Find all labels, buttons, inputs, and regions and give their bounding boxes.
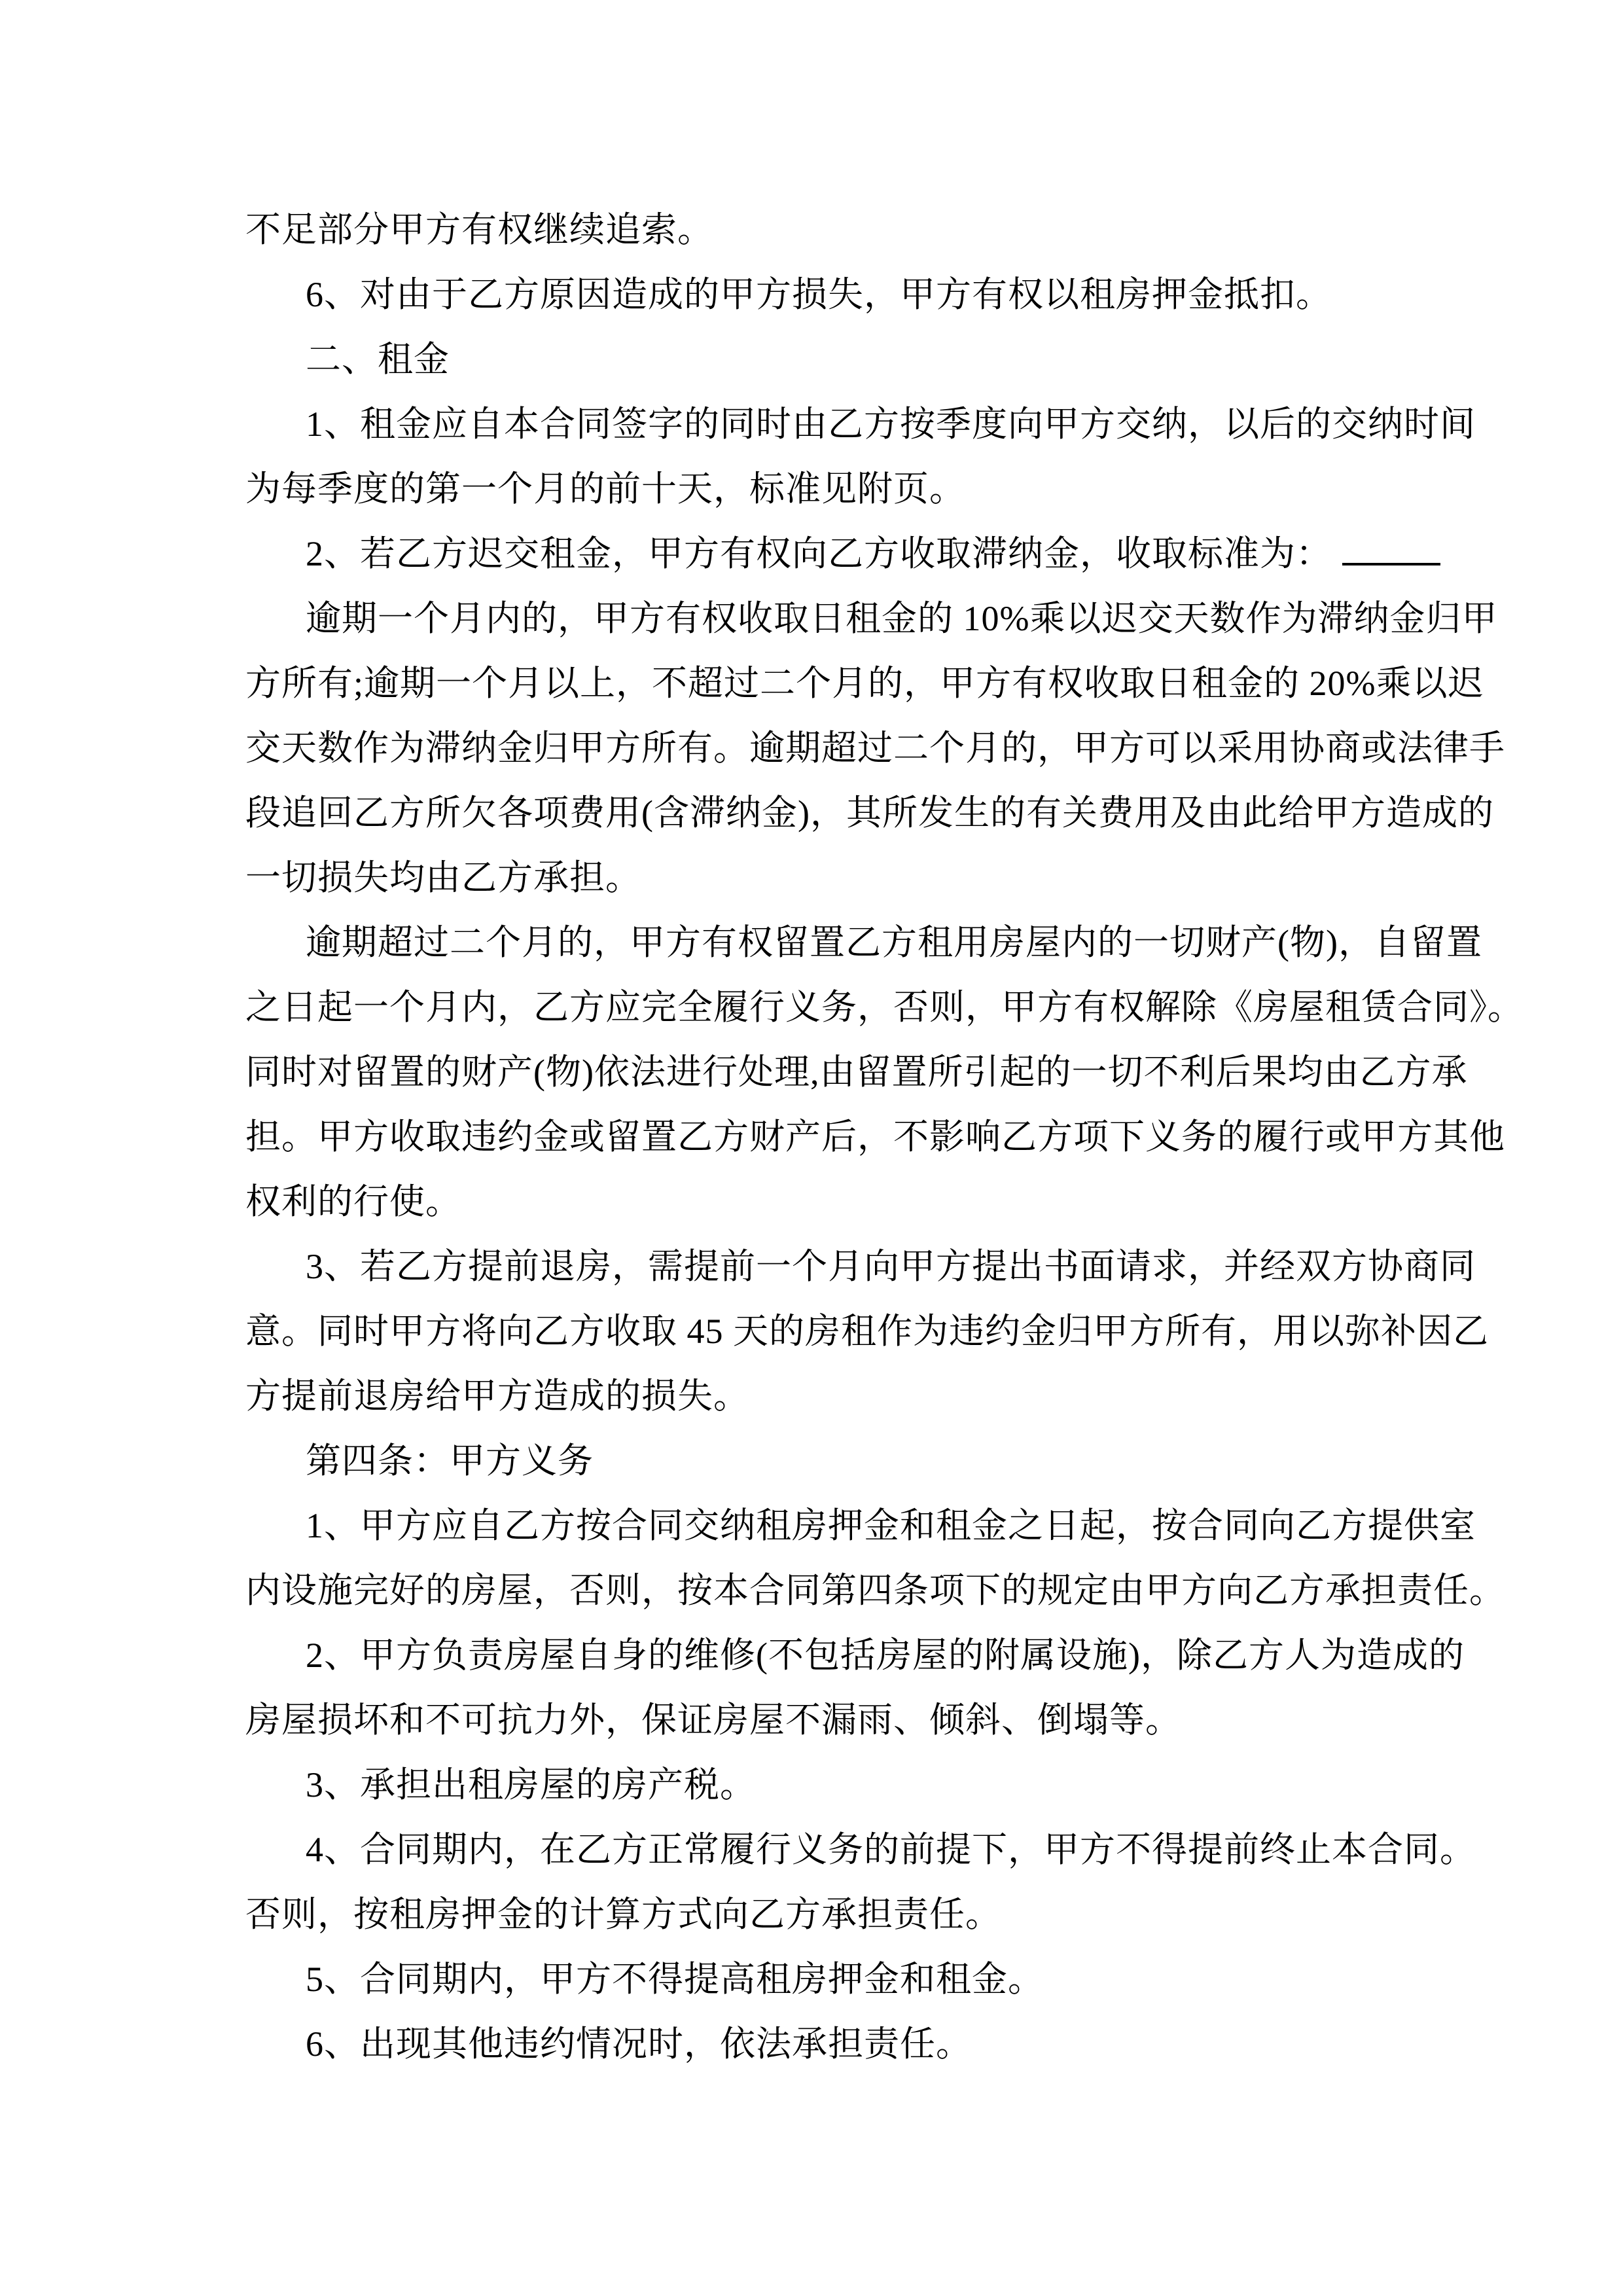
- line-text: 3、若乙方提前退房，需提前一个月向甲方提出书面请求，并经双方协商同: [306, 1247, 1476, 1286]
- text-line: [245, 1234, 1528, 1299]
- text-line: [245, 2012, 1528, 2077]
- text-line: [245, 1494, 1528, 1558]
- text-line: [245, 781, 1528, 846]
- line-text: 逾期一个月内的，甲方有权收取日租金的 10%乘以迟交天数作为滞纳金归甲: [306, 599, 1498, 638]
- text-line: [245, 1623, 1528, 1688]
- text-line: [245, 1429, 1528, 1494]
- text-line: [245, 1040, 1528, 1105]
- text-line: [245, 457, 1528, 522]
- contract-text-block: [245, 198, 1528, 2077]
- text-line: [245, 1364, 1528, 1429]
- text-line: [245, 846, 1528, 910]
- line-text: 方所有;逾期一个月以上，不超过二个月的，甲方有权收取日租金的 20%乘以迟: [245, 664, 1484, 703]
- text-line: [245, 1882, 1528, 1947]
- line-text: 意。同时甲方将向乙方收取 45 天的房租作为违约金归甲方所有，用以弥补因乙: [245, 1312, 1489, 1351]
- text-line: [245, 651, 1528, 716]
- line-text: 不足部分甲方有权继续追索。: [245, 210, 713, 249]
- line-text: 2、甲方负责房屋自身的维修(不包括房屋的附属设施)，除乙方人为造成的: [306, 1636, 1465, 1675]
- line-text: 6、出现其他违约情况时，依法承担责任。: [306, 2024, 972, 2064]
- line-text: 之日起一个月内，乙方应完全履行义务，否则，甲方有权解除《房屋租赁合同》。: [245, 988, 1524, 1027]
- line-text: 6、对由于乙方原因造成的甲方损失，甲方有权以租房押金抵扣。: [306, 275, 1332, 314]
- line-text: 二、租金: [306, 340, 450, 379]
- line-text: 内设施完好的房屋，否则，按本合同第四条项下的规定由甲方向乙方承担责任。: [245, 1571, 1505, 1610]
- text-line: [245, 1688, 1528, 1753]
- line-text: 权利的行使。: [245, 1182, 461, 1221]
- text-line: [245, 392, 1528, 457]
- line-text: 第四条：甲方义务: [306, 1441, 594, 1480]
- text-line: [245, 1818, 1528, 1882]
- text-line: [245, 1170, 1528, 1234]
- text-line: [245, 1753, 1528, 1818]
- line-text: 1、甲方应自乙方按合同交纳租房押金和租金之日起，按合同向乙方提供室: [306, 1506, 1476, 1545]
- text-line: [245, 716, 1528, 781]
- line-text: 否则，按租房押金的计算方式向乙方承担责任。: [245, 1895, 1001, 1934]
- line-text: 3、承担出租房屋的房产税。: [306, 1765, 756, 1804]
- text-line: [245, 910, 1528, 975]
- text-line: [245, 1947, 1528, 2012]
- line-text: 4、合同期内，在乙方正常履行义务的前提下，甲方不得提前终止本合同。: [306, 1830, 1476, 1869]
- line-text: 担。甲方收取违约金或留置乙方财产后，不影响乙方项下义务的履行或甲方其他: [245, 1117, 1505, 1157]
- line-text: 2、若乙方迟交租金，甲方有权向乙方收取滞纳金，收取标准为：: [306, 534, 1332, 573]
- text-line: [245, 1299, 1528, 1364]
- text-line: [245, 1105, 1528, 1170]
- line-text: 一切损失均由乙方承担。: [245, 858, 641, 897]
- text-line: [245, 198, 1528, 262]
- line-text: 方提前退房给甲方造成的损失。: [245, 1376, 749, 1416]
- line-text: 交天数作为滞纳金归甲方所有。逾期超过二个月的，甲方可以采用协商或法律手: [245, 728, 1505, 768]
- text-line: [245, 1558, 1528, 1623]
- text-line: [245, 586, 1528, 651]
- text-line: [245, 327, 1528, 392]
- line-text: 同时对留置的财产(物)依法进行处理,由留置所引起的一切不利后果均由乙方承: [245, 1052, 1468, 1092]
- line-text: 1、租金应自本合同签字的同时由乙方按季度向甲方交纳，以后的交纳时间: [306, 404, 1476, 444]
- line-text: 段追回乙方所欠各项费用(含滞纳金)，其所发生的有关费用及由此给甲方造成的: [245, 793, 1494, 833]
- line-text: 逾期超过二个月的，甲方有权留置乙方租用房屋内的一切财产(物)，自留置: [306, 923, 1482, 962]
- text-line: [245, 975, 1528, 1040]
- text-line: [245, 262, 1528, 327]
- text-line: [245, 522, 1528, 586]
- line-text: 为每季度的第一个月的前十天，标准见附页。: [245, 469, 965, 509]
- blank-underline: [1342, 559, 1440, 565]
- line-text: 5、合同期内，甲方不得提高租房押金和租金。: [306, 1960, 1044, 1999]
- line-text: 房屋损坏和不可抗力外，保证房屋不漏雨、倾斜、倒塌等。: [245, 1700, 1181, 1740]
